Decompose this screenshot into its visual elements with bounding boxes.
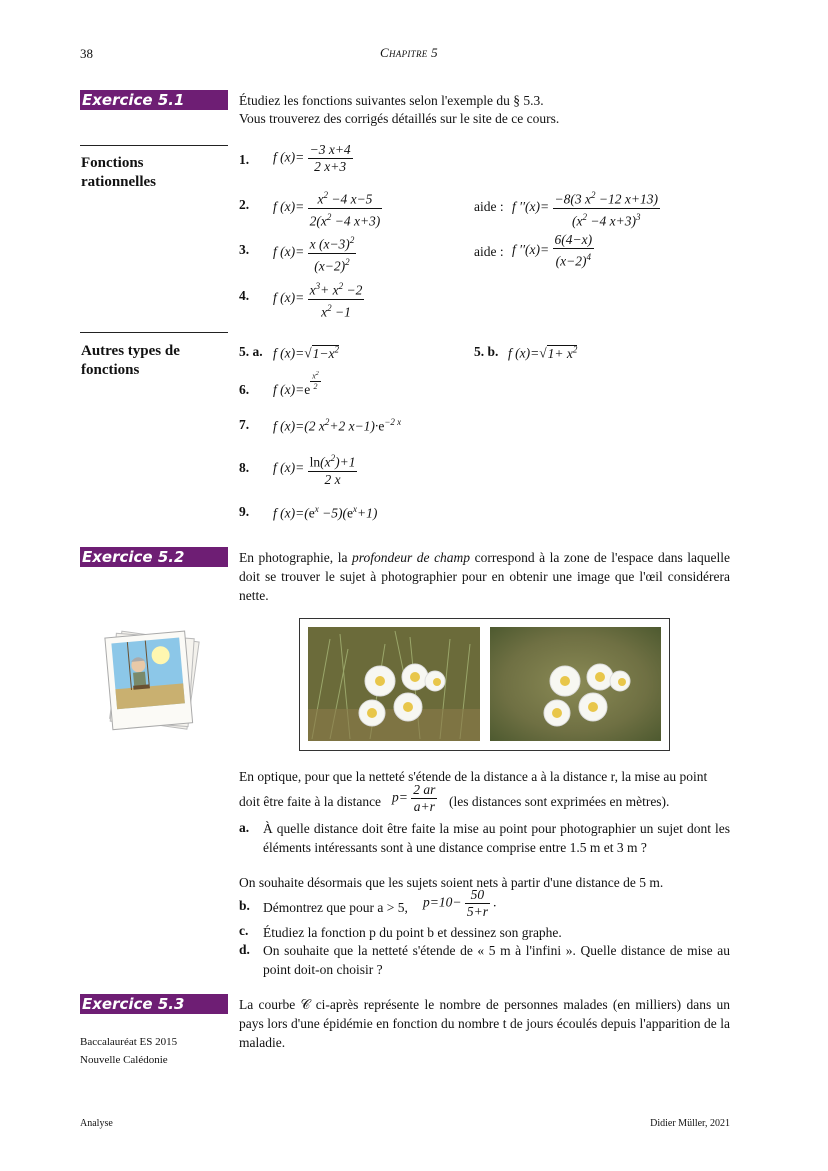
item-9-number: 9. xyxy=(239,504,250,519)
ex51-intro-line1: Étudiez les fonctions suivantes selon l'exemple du § 5.3. xyxy=(239,93,544,108)
ex51-intro-line2: Vous trouverez des corrigés détaillés sur le site de ce cours. xyxy=(239,111,560,126)
question-c-text: Étudiez la fonction p du point b et dessinez son graphe. xyxy=(263,925,562,940)
formula-4: f (x)= $\frac{x^3+ x^2 -2}{x^2 -1}$ xyxy=(273,278,364,320)
question-a-text: À quelle distance doit être faite la mise au point pour photographier un sujet dont les éléments intéressants sont à une distance comprise entre 1.5 m et 3 m ? xyxy=(263,821,730,855)
formula-1: f (x)= $\frac{-3 x+4}{2 x+3}$ xyxy=(273,142,351,174)
polaroid-avatar-icon xyxy=(103,628,203,738)
formula-9: f $(x)=(e^x -5)(e^x+1)$ xyxy=(273,504,378,521)
flower-photos-image xyxy=(300,619,669,750)
footer-right: Didier Müller, 2021 xyxy=(650,1118,730,1129)
item-7-number: 7. xyxy=(239,417,250,432)
depth-of-field-photos xyxy=(299,618,670,751)
source-line2: Nouvelle Calédonie xyxy=(80,1054,168,1066)
question-a-label: a. xyxy=(239,820,250,835)
item-5b-number: 5. b. xyxy=(474,344,499,359)
item-2-number: 2. xyxy=(239,197,250,212)
exercise-5-1-label: Exercice 5.1 xyxy=(80,90,228,110)
section-divider-2 xyxy=(80,332,228,333)
optique-line2-before: doit être faite à la distance xyxy=(239,794,382,809)
footer-left: Analyse xyxy=(80,1118,113,1129)
question-c-label: c. xyxy=(239,923,249,938)
question-d-text: On souhaite que la netteté s'étende de « 5 m à l'infini ». Quelle distance de mise au point doit-on choisir ? xyxy=(263,943,730,977)
exercise-5-2-label: Exercice 5.2 xyxy=(80,547,228,567)
exercise-5-3-label: Exercice 5.3 xyxy=(80,994,228,1014)
item-3-number: 3. xyxy=(239,242,250,257)
question-b-text: Démontrez que pour a > 5, xyxy=(263,900,408,915)
optique-line2-after: (les distances sont exprimées en mètres). xyxy=(449,794,670,809)
question-d-label: d. xyxy=(239,942,250,957)
ex52-intro: En photographie, la profondeur de champ correspond à la zone de l'espace dans laquelle doit se trouver le sujet à photographier pour en obtenir une image que l'œil considérera nette. xyxy=(239,550,730,603)
aide-formula-3: f ′′(x)= $\frac{6(4-x)}{(x-2)^4}$ xyxy=(512,232,593,269)
formula-3: f (x)= $\frac{x (x-3)^2}{(x-2)^2}$ xyxy=(273,232,356,274)
formula-7: f (x)=(2 $x^2+2$ $x-1)\cdot e^{-2 x}$ xyxy=(273,417,402,434)
formula-pb: p=10− $\frac{50}{5+r}$ . xyxy=(423,887,497,919)
formula-6: f (x)=e $\frac{x^2}{2}$ xyxy=(273,371,319,397)
item-4-number: 4. xyxy=(239,288,250,303)
source-line1: Baccalauréat ES 2015 xyxy=(80,1036,178,1048)
formula-2: f (x)= $\frac{x^2 -4 x-5}{2(x^2 -4 x+3)}$ xyxy=(273,187,382,229)
page-number: 38 xyxy=(80,46,93,61)
aide-label-2: aide : xyxy=(474,199,504,214)
formula-5a: f $(x)=√1-x^2$ xyxy=(273,344,339,361)
chapter-title: Chapitre 5 xyxy=(380,45,438,60)
item-5a-number: 5. a. xyxy=(239,344,263,359)
section-title-other: Autres types de fonctions xyxy=(81,343,180,378)
question-b-label: b. xyxy=(239,898,250,913)
souhaite-text: On souhaite désormais que les sujets soient nets à partir d'une distance de 5 m. xyxy=(239,875,664,890)
aide-formula-2: f ′′(x)= $\frac{-8(3 x^2 -12 x+13)}{(x^2 -4 x+3)^3}$ xyxy=(512,187,660,229)
item-1-number: 1. xyxy=(239,152,250,167)
item-6-number: 6. xyxy=(239,382,250,397)
formula-8: f (x)= $\frac{\ln(x^2)+1}{2 x}$ xyxy=(273,450,357,488)
formula-p: p= $\frac{2 ar}{a+r}$ xyxy=(392,782,436,814)
section-divider xyxy=(80,145,228,146)
ex53-text: La courbe 𝒞 ci-après représente le nombre de personnes malades (en milliers) dans un pays lors d'une épidémie en fonction du nombre t de jours écoulés depuis l'apparition de la maladie. xyxy=(239,997,730,1050)
item-8-number: 8. xyxy=(239,460,250,475)
optique-line1: En optique, pour que la netteté s'étende de la distance a à la distance r, la mise au point xyxy=(239,769,708,784)
aide-label-3: aide : xyxy=(474,244,504,259)
section-title-rational: Fonctions rationnelles xyxy=(81,155,156,190)
formula-5b: f $(x)=√1+ x^2$ xyxy=(508,344,578,361)
